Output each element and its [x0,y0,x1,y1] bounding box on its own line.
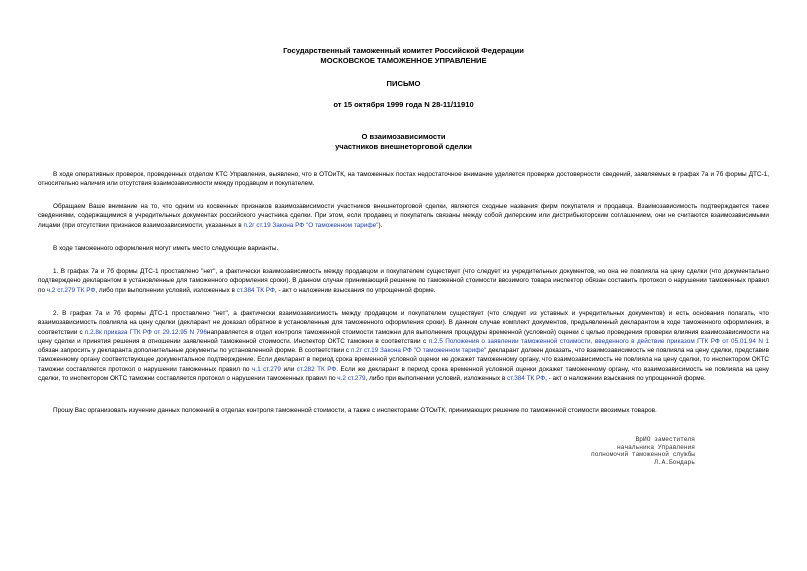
org-name-line1: Государственный таможенный комитет Российской Федерации [283,46,524,55]
subject-line1: О взаимозависимости [361,132,446,141]
paragraph-indirect-signs [38,202,769,230]
org-name-line2: МОСКОВСКОЕ ТАМОЖЕННОЕ УПРАВЛЕНИЕ [320,56,487,65]
paragraph-variants [38,244,769,253]
code-article-link[interactable]: ч.2 ст.279 ТК РФ [46,286,96,294]
subject-line2: участников внешнеторговой сделки [335,142,472,151]
law-link[interactable]: п.2г ст.19 Закона РФ "О таможенном тарифе" [350,347,487,355]
paragraph-text: направляется в отдел контроля таможенной стоимости таможни для выполнения процедуры временной (условной) оценки с целью проведения проверки влияния взаимозависимости на цену сделки и принятия решения в отношении заявленной таможенной стоимости. Инспектор ОКТС таможни в соответствии с [38,328,769,345]
signature-line: полномочий таможенной службы [591,451,695,459]
signature-name: Л.А.Бондарь [654,459,695,467]
order-link[interactable]: п.2.8к приказа ГТК РФ от 29.12.95 N 796 [84,328,207,336]
paragraph-text: Прошу Вас организовать изучение данных положений в отделах контроля таможенной стоимости, а также с инспекторами ОТОиТК, принимающих решение по таможенной стоимости ввозимых товаров. [53,407,657,414]
document-date-number: от 15 октября 1999 года N 28-11/11910 [333,100,474,109]
paragraph-text: , - акт о наложении взыскания по упрощенной форме. [545,375,706,383]
regulation-link[interactable]: п.2.5 Положения о заявлении таможенной стоимости, введенного в действие приказом ГТК РФ от 05.01.94 N 1 [428,337,769,345]
paragraph-text: обязан запросить у декларанта дополнительные документы по установленной форме. В соответствии с [38,347,351,355]
paragraph-text: , - акт о наложении взыскания по упрощенной форме. [274,286,436,294]
paragraph-text: ). [378,221,383,229]
paragraph-text: или [280,365,297,373]
paragraph-text: . Если же декларант в период срока временной условной оценки докажет таможенному органу, что взаимозависимость не повлияла на цену сделки, то инспектором ОКТС таможни составляется протокол о нарушении таможенных правил по [38,365,769,383]
paragraph-text: , либо при выполнении условий, изложенных в [95,286,237,294]
code-article-link[interactable]: ч.1 ст.279 [251,365,281,373]
paragraph-text: В ходе оперативных проверок, проведенных отделом КТС Управления, выявлено, что в ОТОиТК, на таможенных постах недостаточное внимание уделяется проверке достоверности сведений, заявляемых в графах 7а и 7б формы ДТС-1, относительно наличия или отсутствия взаимозависимости между продавцом и покупателем. [38,171,769,188]
signature-line: ВрИО заместителя [635,436,695,443]
signature-line: начальника Управления [617,443,695,451]
paragraph-request [38,406,769,415]
paragraph-variant-2 [38,309,769,383]
paragraph-intro [38,170,769,189]
signature-block [591,436,695,467]
paragraph-text: 1. В графах 7а и 7б формы ДТС-1 проставлено "нет", а фактически взаимозависимость между продавцом и покупателем существует (что следует из учредительных документов, но она не повлияла на цену сделки (что документально подтверждено декларантом в установленные для таможенного оформления сроки). В данном случае принимающий решение по таможенной стоимости ввозимого товара инспектор обязан составить протокол о нарушении таможенных правил по [38,268,769,294]
code-article-link[interactable]: ст.282 ТК РФ [296,365,337,373]
code-article-link[interactable]: ст.384 ТК РФ [507,375,546,383]
paragraph-text: Обращаем Ваше внимание на то, что одним из косвенных признаков взаимозависимости участников внешнеторговой сделки, являются сходные названия фирм покупателя и продавца. Взаимозависимость подтверждается также сведениями, содержащимися в учредительных документах российского участника сделки. При этом, если продавец и покупатель связаны между собой дилерским или дистрибьюторским соглашением, они не считаются взаимозависимыми лицами (при отсутствии признаков взаимозависимости, указанных в [38,203,769,229]
paragraph-text: декларант должен доказать, что взаимозависимость не повлияла на цену сделки, представив таможенному органу соответствующее документальное подтверждение. Если декларант в период срока временной условной оценки не докажет таможенному органу, что взаимозависимость не повлияла на цену сделки, то инспектором ОКТС таможни составляется протокол о нарушении таможенных правил по [38,347,770,373]
code-article-link[interactable]: ч.2 ст.279 [337,375,366,383]
document-type: ПИСЬМО [386,79,421,88]
law-link[interactable]: п.2г ст.19 Закона РФ "О таможенном тарифе" [243,221,379,229]
paragraph-text: , либо при выполнении условий, изложенных в [365,375,507,383]
paragraph-text: В ходе таможенного оформления могут иметь место следующие варианты. [53,245,279,252]
paragraph-variant-1 [38,267,769,295]
code-article-link[interactable]: ст.384 ТК РФ [236,286,275,294]
paragraph-text: 2. В графах 7а и 7б формы ДТС-1 проставлено "нет", а фактически взаимозависимость между продавцом и покупателем существует (что следует из уставных и учредительных документов) и есть основания полагать, что взаимозависимость повлияла на цену сделки (декларант не доказал обратное в установленные для таможенного оформления сроки). В данном случае комплект документов, предъявленный декларантом в ходе таможенного оформления, в соответствии с [38,310,769,336]
